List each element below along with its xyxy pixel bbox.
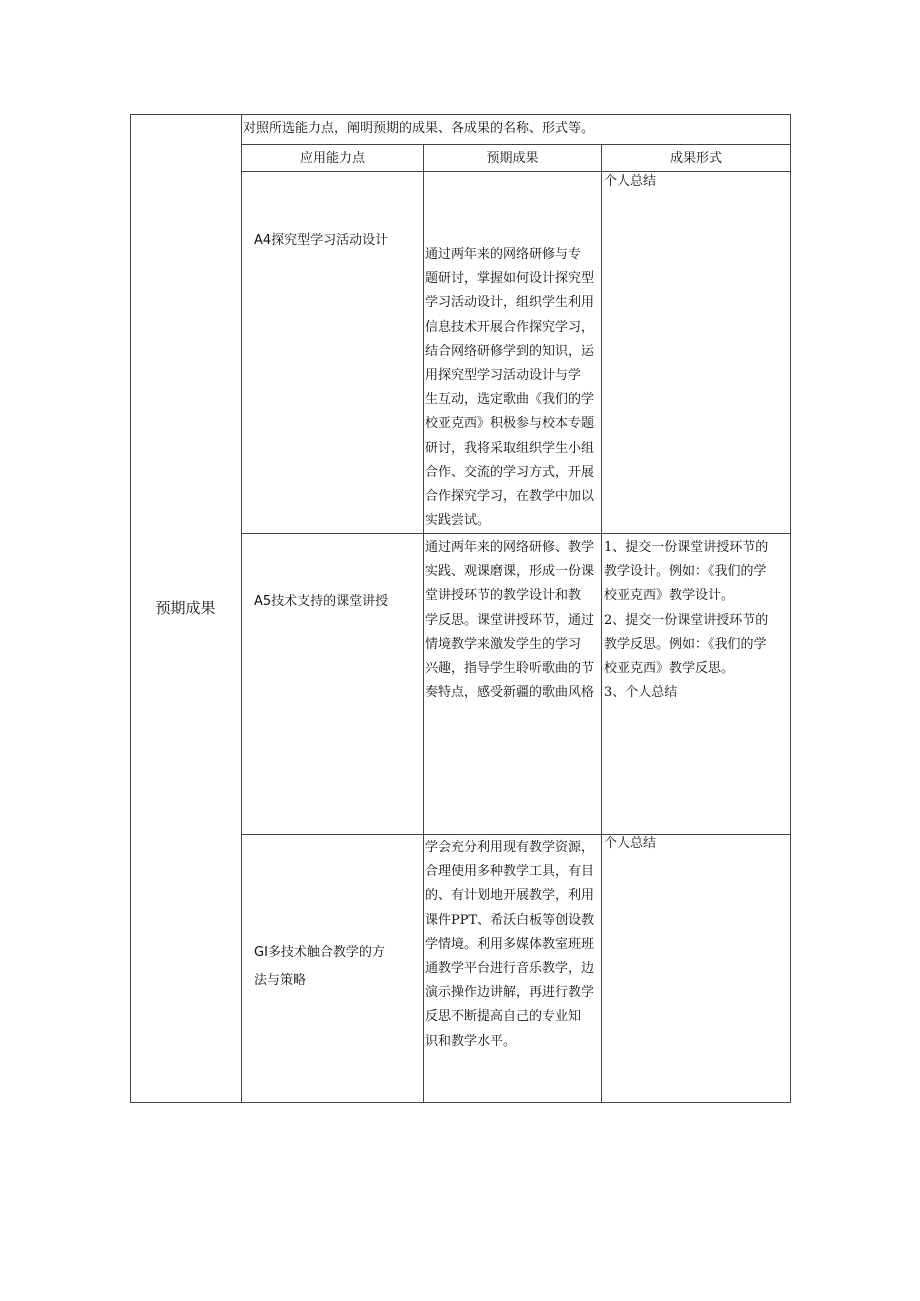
result-line: 兴趣，指导学生聆听歌曲的节 (425, 661, 595, 676)
result-line: 学反思。课堂讲授环节，通过 (425, 612, 595, 628)
result-line: 合理使用多种教学工具，有目 (425, 864, 595, 880)
result-line: 校亚克西》积极参与校本专题 (425, 416, 595, 432)
result-line: 通过两年来的网络研修、教学 (425, 540, 595, 555)
result-line: 研讨，我将采取组织学生小组 (425, 440, 595, 456)
result-line: 实践尝试。 (425, 513, 491, 529)
row1-form: 个人总结 (604, 174, 657, 189)
row1-divider (241, 533, 791, 534)
result-line: 情境教学来激发学生的学习 (425, 636, 582, 652)
form-line: 教学设计。例如：《我们的学 (604, 564, 767, 580)
result-line: 实践、观课磨课，形成一份课 (425, 564, 595, 580)
result-line: 课件PPT、希沃白板等创设教 (425, 912, 595, 928)
form-line: 校亚克西》教学反思。 (604, 661, 735, 676)
form-line: 3、个人总结 (604, 685, 678, 701)
result-line: 学会充分利用现有教学资源， (425, 840, 595, 855)
ability-line: 法与策略 (254, 973, 307, 988)
column-divider-1 (423, 144, 424, 1103)
header-result: 预期成果 (486, 151, 539, 166)
result-line: 合作探究学习，在教学中加以 (425, 489, 595, 504)
result-line: 的、有计划地开展教学，利用 (425, 888, 595, 904)
result-line: 学情境。利用多媒体教室班班 (425, 936, 595, 952)
table-border-top (130, 114, 791, 115)
result-line: 识和教学水平。 (425, 1033, 517, 1049)
result-line: 题研讨，掌握如何设计探究型 (425, 271, 595, 287)
result-line: 通过两年来的网络研修与专 (425, 247, 582, 262)
result-line: 通教学平台进行音乐教学，边 (425, 961, 595, 976)
section-label: 预期成果 (155, 599, 216, 617)
instruction-text: 对照所选能力点，阐明预期的成果、各成果的名称、形式等。 (243, 121, 595, 136)
result-line: 合作、交流的学习方式，开展 (425, 464, 595, 480)
form-line: 1、提交一份课堂讲授环节的 (604, 540, 769, 555)
row2-ability: A5技术支持的课堂讲授 (254, 594, 389, 609)
form-line: 校亚克西》教学设计。 (604, 588, 735, 604)
table-border-right (790, 114, 791, 1103)
result-line: 反思不断提高自己的专业知 (425, 1009, 582, 1025)
header-ability: 应用能力点 (299, 151, 365, 166)
column-divider-2 (601, 144, 602, 1103)
result-line: 结合网络研修学到的知识，运 (425, 343, 595, 359)
result-line: 生互动，选定歌曲《我们的学 (425, 392, 595, 408)
result-line: 用探究型学习活动设计与学 (425, 368, 582, 383)
row2-divider (241, 834, 791, 835)
row3-form: 个人总结 (604, 836, 657, 851)
instruction-row-divider (241, 144, 791, 145)
table-border-bottom (130, 1102, 791, 1103)
result-line: 演示操作边讲解，再进行教学 (425, 985, 595, 1001)
result-line: 堂讲授环节的教学设计和教 (425, 588, 582, 604)
header-form: 成果形式 (669, 151, 722, 166)
result-line: 信息技术开展合作探究学习， (425, 319, 595, 335)
result-line: 学习活动设计，组织学生利用 (425, 295, 595, 311)
form-line: 2、提交一份课堂讲授环节的 (604, 612, 769, 628)
result-line: 奏特点，感受新疆的歌曲风格 (425, 685, 595, 701)
row1-ability: A4探究型学习活动设计 (254, 233, 389, 248)
ability-line: GI多技术触合教学的方 (254, 945, 385, 960)
form-line: 教学反思。例如：《我们的学 (604, 636, 767, 652)
label-column-divider (241, 114, 242, 1103)
